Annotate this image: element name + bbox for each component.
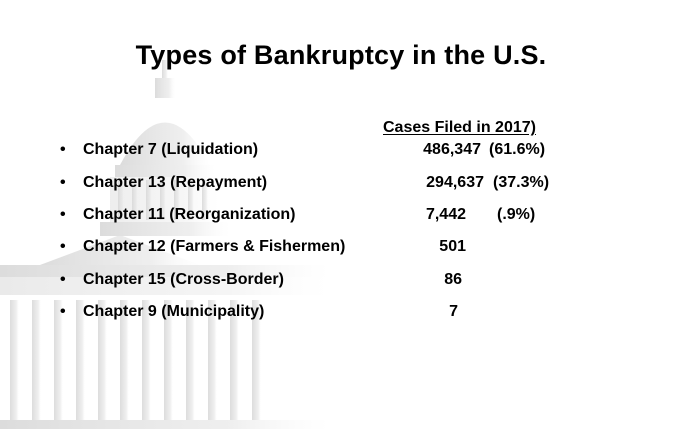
- bullet-icon: •: [60, 174, 66, 191]
- list-item: [0, 238, 682, 260]
- bullet-icon: •: [60, 206, 66, 223]
- slide-title: Types of Bankruptcy in the U.S.: [135, 40, 547, 70]
- case-count: 486,347: [423, 141, 481, 158]
- case-count: 294,637: [426, 174, 484, 191]
- list-item: [0, 174, 682, 196]
- chapter-label: Chapter 15 (Cross-Border): [83, 271, 284, 288]
- list-item: [0, 271, 682, 293]
- chapter-label: Chapter 12 (Farmers & Fishermen): [83, 238, 346, 255]
- chapter-label: Chapter 11 (Reorganization): [83, 206, 296, 223]
- bullet-icon: •: [60, 238, 66, 255]
- bullet-icon: •: [60, 271, 66, 288]
- chapter-label: Chapter 7 (Liquidation): [83, 141, 259, 158]
- case-count: 86: [444, 271, 462, 288]
- list-item: [0, 303, 682, 325]
- case-count: 7,442: [425, 206, 466, 223]
- case-percentage: (.9%): [497, 206, 536, 223]
- case-count: 501: [439, 238, 466, 255]
- list-item: [0, 206, 682, 228]
- list-item: [0, 141, 682, 163]
- bullet-icon: •: [60, 141, 66, 158]
- case-percentage: (37.3%): [493, 174, 550, 191]
- case-percentage: (61.6%): [489, 141, 546, 158]
- cases-column-header: Cases Filed in 2017): [383, 119, 536, 136]
- chapter-label: Chapter 13 (Repayment): [83, 174, 268, 191]
- bullet-icon: •: [60, 303, 66, 320]
- chapter-label: Chapter 9 (Municipality): [83, 303, 265, 320]
- case-count: 7: [449, 303, 458, 320]
